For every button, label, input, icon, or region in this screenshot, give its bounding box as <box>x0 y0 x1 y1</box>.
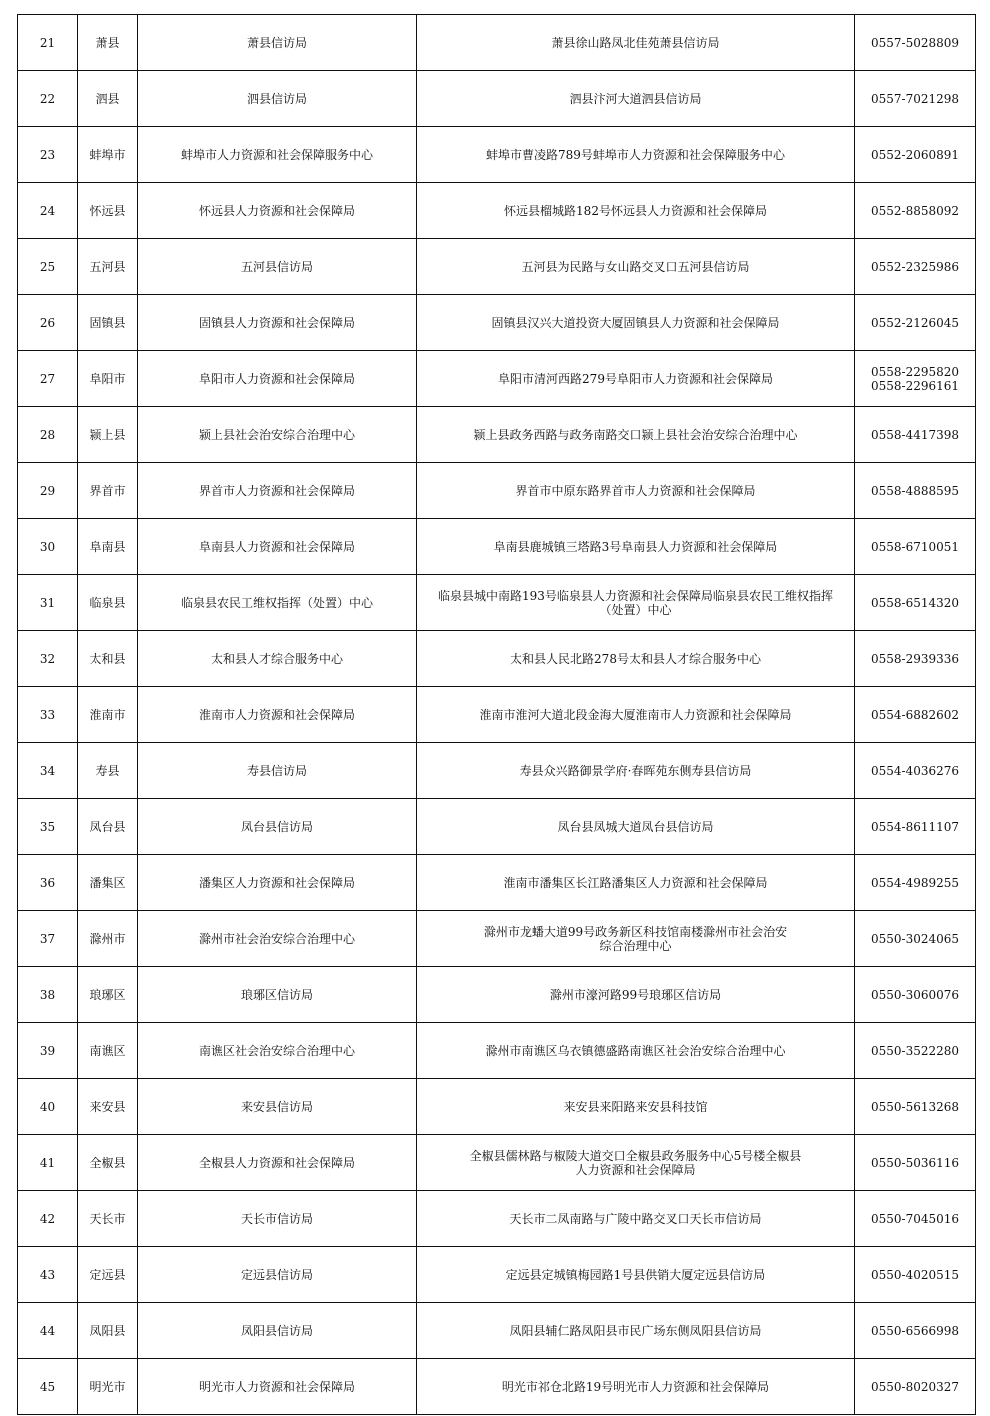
area-cell: 滁州市 <box>78 911 138 967</box>
phone-cell <box>855 351 976 407</box>
address-line: 蚌埠市曹凌路789号蚌埠市人力资源和社会保障服务中心 <box>486 147 785 162</box>
address-cell <box>417 407 855 463</box>
area-cell: 来安县 <box>78 1079 138 1135</box>
organization-cell: 滁州市社会治安综合治理中心 <box>138 911 417 967</box>
table-row <box>18 687 976 743</box>
phone-number: 0558-6710051 <box>870 539 960 554</box>
address-line: 寿县众兴路御景学府·春晖苑东侧寿县信访局 <box>519 763 752 778</box>
address-cell <box>417 1303 855 1359</box>
table-row <box>18 855 976 911</box>
address-cell <box>417 1135 855 1191</box>
organization-cell: 凤阳县信访局 <box>138 1303 417 1359</box>
address-cell <box>417 295 855 351</box>
row-number-cell: 39 <box>18 1023 78 1079</box>
organization-cell: 琅琊区信访局 <box>138 967 417 1023</box>
area-cell: 淮南市 <box>78 687 138 743</box>
row-number-cell: 35 <box>18 799 78 855</box>
phone-number: 0554-4036276 <box>870 763 960 778</box>
organization-cell: 南谯区社会治安综合治理中心 <box>138 1023 417 1079</box>
phone-cell <box>855 15 976 71</box>
area-cell: 定远县 <box>78 1247 138 1303</box>
address-cell <box>417 71 855 127</box>
address-line: 定远县定城镇梅园路1号县供销大厦定远县信访局 <box>505 1267 766 1282</box>
phone-number: 0558-4417398 <box>870 427 960 442</box>
table-row <box>18 71 976 127</box>
phone-number: 0554-6882602 <box>870 707 960 722</box>
phone-cell <box>855 1303 976 1359</box>
address-line: 临泉县城中南路193号临泉县人力资源和社会保障局临泉县农民工维权指挥 <box>438 588 833 603</box>
table-row <box>18 799 976 855</box>
phone-number: 0550-3522280 <box>870 1043 960 1058</box>
organization-cell: 天长市信访局 <box>138 1191 417 1247</box>
phone-cell <box>855 71 976 127</box>
row-number-cell: 42 <box>18 1191 78 1247</box>
table-row <box>18 239 976 295</box>
area-cell: 明光市 <box>78 1359 138 1415</box>
phone-number: 0550-8020327 <box>870 1379 960 1394</box>
address-line: 阜南县鹿城镇三塔路3号阜南县人力资源和社会保障局 <box>493 539 778 554</box>
contact-table <box>17 14 976 1415</box>
organization-cell: 蚌埠市人力资源和社会保障服务中心 <box>138 127 417 183</box>
organization-cell: 五河县信访局 <box>138 239 417 295</box>
row-number-cell: 31 <box>18 575 78 631</box>
address-line: 人力资源和社会保障局 <box>575 1162 696 1177</box>
address-cell <box>417 183 855 239</box>
phone-cell <box>855 855 976 911</box>
phone-number: 0550-6566998 <box>870 1323 960 1338</box>
phone-cell <box>855 519 976 575</box>
table-row <box>18 351 976 407</box>
address-line: 泗县汴河大道泗县信访局 <box>569 91 702 106</box>
phone-number: 0554-4989255 <box>870 875 960 890</box>
area-cell: 阜阳市 <box>78 351 138 407</box>
address-line: 淮南市潘集区长江路潘集区人力资源和社会保障局 <box>503 875 768 890</box>
area-cell: 琅琊区 <box>78 967 138 1023</box>
phone-cell <box>855 911 976 967</box>
address-line: 怀远县榴城路182号怀远县人力资源和社会保障局 <box>504 203 767 218</box>
address-line: 来安县来阳路来安县科技馆 <box>563 1099 708 1114</box>
address-cell <box>417 631 855 687</box>
phone-number: 0550-5036116 <box>870 1155 960 1170</box>
area-cell: 五河县 <box>78 239 138 295</box>
row-number-cell: 36 <box>18 855 78 911</box>
row-number-cell: 41 <box>18 1135 78 1191</box>
address-line: 天长市二凤南路与广陵中路交叉口天长市信访局 <box>509 1211 762 1226</box>
organization-cell: 怀远县人力资源和社会保障局 <box>138 183 417 239</box>
organization-cell: 固镇县人力资源和社会保障局 <box>138 295 417 351</box>
table-row <box>18 183 976 239</box>
table-row <box>18 407 976 463</box>
address-cell <box>417 575 855 631</box>
phone-number: 0552-8858092 <box>870 203 960 218</box>
address-line: 淮南市淮河大道北段金海大厦淮南市人力资源和社会保障局 <box>479 707 792 722</box>
phone-number: 0558-6514320 <box>870 595 960 610</box>
organization-cell: 全椒县人力资源和社会保障局 <box>138 1135 417 1191</box>
phone-cell <box>855 239 976 295</box>
row-number-cell: 44 <box>18 1303 78 1359</box>
phone-cell <box>855 575 976 631</box>
phone-cell <box>855 967 976 1023</box>
organization-cell: 明光市人力资源和社会保障局 <box>138 1359 417 1415</box>
phone-cell <box>855 183 976 239</box>
organization-cell: 太和县人才综合服务中心 <box>138 631 417 687</box>
phone-number: 0554-8611107 <box>870 819 960 834</box>
phone-number: 0550-3060076 <box>870 987 960 1002</box>
address-cell <box>417 687 855 743</box>
table-row <box>18 127 976 183</box>
organization-cell: 泗县信访局 <box>138 71 417 127</box>
area-cell: 颍上县 <box>78 407 138 463</box>
phone-number: 0558-2939336 <box>870 651 960 666</box>
phone-cell <box>855 1247 976 1303</box>
address-cell <box>417 1079 855 1135</box>
area-cell: 南谯区 <box>78 1023 138 1079</box>
phone-number: 0558-2295820 <box>870 364 960 379</box>
address-cell <box>417 799 855 855</box>
table-row <box>18 15 976 71</box>
address-line: 全椒县儒林路与椒陵大道交口全椒县政务服务中心5号楼全椒县 <box>469 1148 802 1163</box>
organization-cell: 阜南县人力资源和社会保障局 <box>138 519 417 575</box>
row-number-cell: 26 <box>18 295 78 351</box>
address-cell <box>417 967 855 1023</box>
address-cell <box>417 1191 855 1247</box>
area-cell: 天长市 <box>78 1191 138 1247</box>
phone-cell <box>855 799 976 855</box>
row-number-cell: 24 <box>18 183 78 239</box>
table-row <box>18 1303 976 1359</box>
address-cell <box>417 127 855 183</box>
phone-number: 0552-2060891 <box>870 147 960 162</box>
row-number-cell: 40 <box>18 1079 78 1135</box>
address-line: 凤台县凤城大道凤台县信访局 <box>557 819 714 834</box>
phone-cell <box>855 1079 976 1135</box>
row-number-cell: 43 <box>18 1247 78 1303</box>
table-row <box>18 1135 976 1191</box>
phone-number: 0557-5028809 <box>870 35 960 50</box>
area-cell: 临泉县 <box>78 575 138 631</box>
row-number-cell: 23 <box>18 127 78 183</box>
row-number-cell: 27 <box>18 351 78 407</box>
address-cell <box>417 855 855 911</box>
table-row <box>18 1023 976 1079</box>
row-number-cell: 37 <box>18 911 78 967</box>
table-row <box>18 463 976 519</box>
table-row <box>18 1359 976 1415</box>
phone-cell <box>855 1135 976 1191</box>
address-line: 阜阳市清河西路279号阜阳市人力资源和社会保障局 <box>498 371 773 386</box>
row-number-cell: 22 <box>18 71 78 127</box>
table-row <box>18 295 976 351</box>
area-cell: 潘集区 <box>78 855 138 911</box>
area-cell: 蚌埠市 <box>78 127 138 183</box>
address-cell <box>417 1023 855 1079</box>
area-cell: 寿县 <box>78 743 138 799</box>
table-body <box>18 15 976 1415</box>
phone-number: 0552-2325986 <box>870 259 960 274</box>
table-row <box>18 575 976 631</box>
phone-number: 0558-2296161 <box>870 378 960 393</box>
organization-cell: 寿县信访局 <box>138 743 417 799</box>
address-cell <box>417 463 855 519</box>
row-number-cell: 28 <box>18 407 78 463</box>
row-number-cell: 45 <box>18 1359 78 1415</box>
address-cell <box>417 351 855 407</box>
table-row <box>18 631 976 687</box>
area-cell: 凤台县 <box>78 799 138 855</box>
area-cell: 阜南县 <box>78 519 138 575</box>
row-number-cell: 30 <box>18 519 78 575</box>
area-cell: 萧县 <box>78 15 138 71</box>
address-line: 界首市中原东路界首市人力资源和社会保障局 <box>515 483 756 498</box>
phone-number: 0550-3024065 <box>870 931 960 946</box>
phone-cell <box>855 631 976 687</box>
area-cell: 界首市 <box>78 463 138 519</box>
area-cell: 泗县 <box>78 71 138 127</box>
phone-number: 0558-4888595 <box>870 483 960 498</box>
address-cell <box>417 239 855 295</box>
table-row <box>18 967 976 1023</box>
address-cell <box>417 743 855 799</box>
address-line: 萧县徐山路凤北佳苑萧县信访局 <box>551 35 720 50</box>
row-number-cell: 29 <box>18 463 78 519</box>
row-number-cell: 32 <box>18 631 78 687</box>
address-cell <box>417 1247 855 1303</box>
address-cell <box>417 519 855 575</box>
phone-number: 0550-4020515 <box>870 1267 960 1282</box>
table-row <box>18 519 976 575</box>
address-line: 五河县为民路与女山路交叉口五河县信访局 <box>521 259 750 274</box>
area-cell: 固镇县 <box>78 295 138 351</box>
phone-cell <box>855 407 976 463</box>
address-line: 凤阳县辅仁路凤阳县市民广场东侧凤阳县信访局 <box>509 1323 762 1338</box>
organization-cell: 颍上县社会治安综合治理中心 <box>138 407 417 463</box>
organization-cell: 淮南市人力资源和社会保障局 <box>138 687 417 743</box>
organization-cell: 来安县信访局 <box>138 1079 417 1135</box>
row-number-cell: 33 <box>18 687 78 743</box>
address-line: 明光市祁仓北路19号明光市人力资源和社会保障局 <box>501 1379 770 1394</box>
phone-number: 0552-2126045 <box>870 315 960 330</box>
phone-cell <box>855 1023 976 1079</box>
row-number-cell: 25 <box>18 239 78 295</box>
row-number-cell: 21 <box>18 15 78 71</box>
table-row <box>18 743 976 799</box>
table-row <box>18 911 976 967</box>
phone-cell <box>855 687 976 743</box>
address-line: 滁州市濠河路99号琅琊区信访局 <box>549 987 722 1002</box>
phone-cell <box>855 127 976 183</box>
area-cell: 凤阳县 <box>78 1303 138 1359</box>
phone-cell <box>855 463 976 519</box>
phone-cell <box>855 295 976 351</box>
organization-cell: 萧县信访局 <box>138 15 417 71</box>
organization-cell: 潘集区人力资源和社会保障局 <box>138 855 417 911</box>
phone-cell <box>855 1191 976 1247</box>
address-line: 滁州市龙蟠大道99号政务新区科技馆南楼滁州市社会治安 <box>483 924 788 939</box>
organization-cell: 临泉县农民工维权指挥（处置）中心 <box>138 575 417 631</box>
phone-cell <box>855 1359 976 1415</box>
address-cell <box>417 1359 855 1415</box>
address-cell <box>417 15 855 71</box>
address-line: 滁州市南谯区乌衣镇德盛路南谯区社会治安综合治理中心 <box>485 1043 786 1058</box>
area-cell: 全椒县 <box>78 1135 138 1191</box>
row-number-cell: 38 <box>18 967 78 1023</box>
organization-cell: 阜阳市人力资源和社会保障局 <box>138 351 417 407</box>
address-line: 太和县人民北路278号太和县人才综合服务中心 <box>510 651 761 666</box>
address-line: 综合治理中心 <box>599 938 672 953</box>
area-cell: 怀远县 <box>78 183 138 239</box>
phone-number: 0550-5613268 <box>870 1099 960 1114</box>
table-row <box>18 1191 976 1247</box>
address-line: （处置）中心 <box>599 602 672 617</box>
address-line: 固镇县汉兴大道投资大厦固镇县人力资源和社会保障局 <box>491 315 780 330</box>
table-row <box>18 1079 976 1135</box>
address-cell <box>417 911 855 967</box>
row-number-cell: 34 <box>18 743 78 799</box>
area-cell: 太和县 <box>78 631 138 687</box>
organization-cell: 凤台县信访局 <box>138 799 417 855</box>
address-line: 颍上县政务西路与政务南路交口颍上县社会治安综合治理中心 <box>473 427 798 442</box>
phone-number: 0557-7021298 <box>870 91 960 106</box>
phone-number: 0550-7045016 <box>870 1211 960 1226</box>
organization-cell: 定远县信访局 <box>138 1247 417 1303</box>
phone-cell <box>855 743 976 799</box>
table-row <box>18 1247 976 1303</box>
organization-cell: 界首市人力资源和社会保障局 <box>138 463 417 519</box>
